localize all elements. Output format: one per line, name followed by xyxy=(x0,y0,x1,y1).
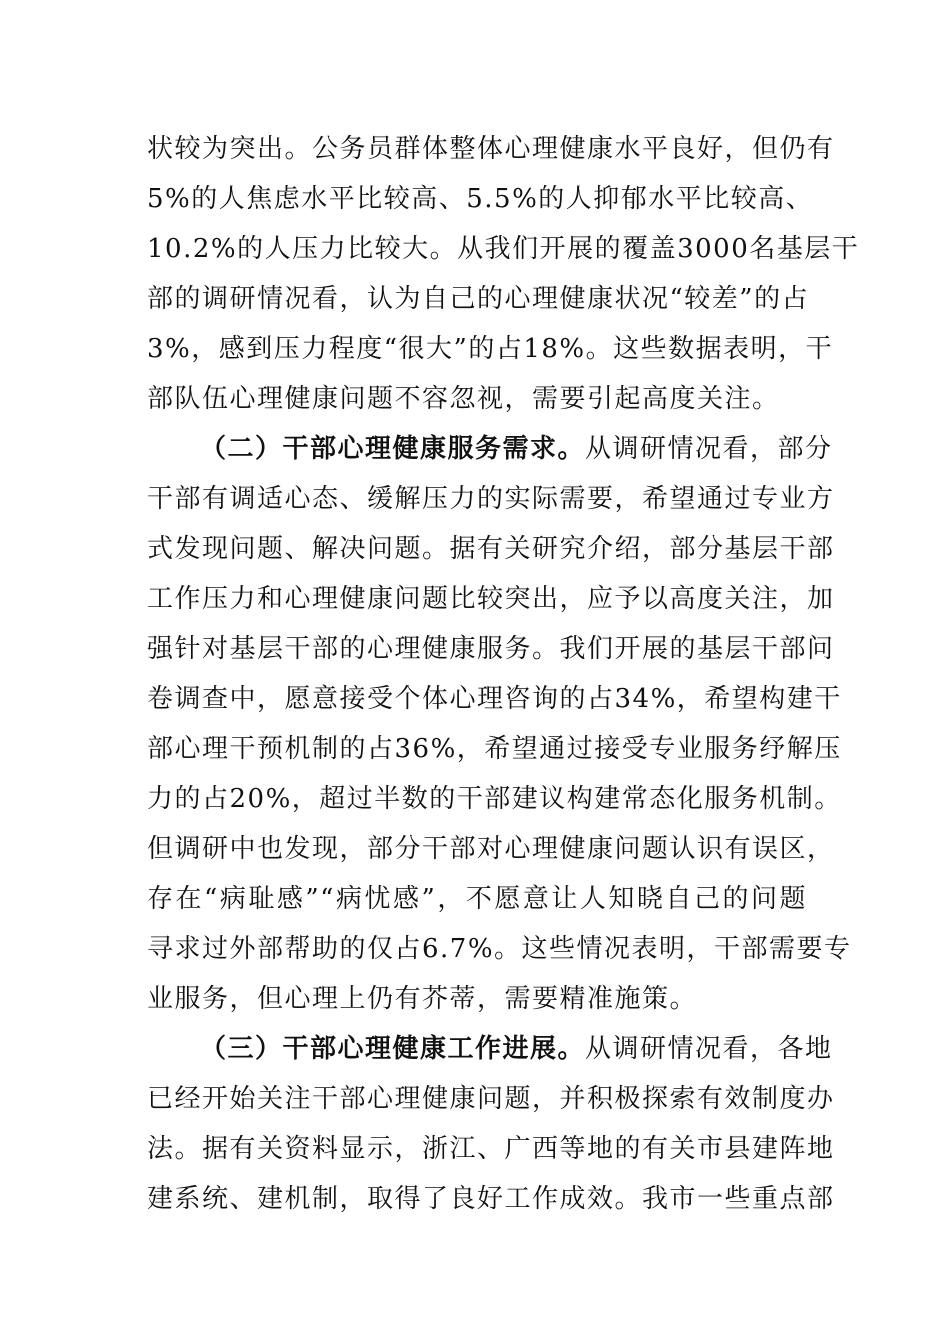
section-2-first-line xyxy=(200,434,833,464)
body-line-11: 强针对基层干部的心理健康服务。我们开展的基层干部问 xyxy=(147,634,835,664)
section-2-lead-text: 从调研情况看，部分 xyxy=(585,434,833,464)
body-line-12: 卷调查中，愿意接受个体心理咨询的占34%，希望构建干 xyxy=(147,684,842,714)
body-line-6: 部队伍心理健康问题不容忽视，需要引起高度关注。 xyxy=(147,384,780,414)
body-line-18: 业服务，但心理上仍有芥蒂，需要精准施策。 xyxy=(147,984,698,1014)
body-line-8: 干部有调适心态、缓解压力的实际需要，希望通过专业方 xyxy=(147,484,835,514)
body-line-13: 部心理干预机制的占36%，希望通过接受专业服务纾解压 xyxy=(147,734,842,764)
body-line-15: 但调研中也发现，部分干部对心理健康问题认识有误区， xyxy=(147,834,835,864)
body-line-5: 3%，感到压力程度“很大”的占18%。这些数据表明，干 xyxy=(147,334,834,364)
body-line-17: 寻求过外部帮助的仅占6.7%。这些情况表明，干部需要专 xyxy=(147,934,852,964)
body-line-2: 5%的人焦虑水平比较高、5.5%的人抑郁水平比较高、 xyxy=(147,184,814,214)
body-line-4: 部的调研情况看，认为自己的心理健康状况“较差”的占 xyxy=(147,284,810,314)
body-line-21: 法。据有关资料显示，浙江、广西等地的有关市县建阵地 xyxy=(147,1134,835,1164)
section-2-heading: （二）干部心理健康服务需求。 xyxy=(200,434,586,464)
body-line-10: 工作压力和心理健康问题比较突出，应予以高度关注，加 xyxy=(147,584,835,614)
body-line-16: 存在“病耻感”“病忧感”，不愿意让人知晓自己的问题 xyxy=(147,884,807,914)
body-line-20: 已经开始关注干部心理健康问题，并积极探索有效制度办 xyxy=(147,1084,835,1114)
body-line-1: 状较为突出。公务员群体整体心理健康水平良好，但仍有 xyxy=(147,134,835,164)
section-3-first-line xyxy=(200,1034,833,1064)
body-line-9: 式发现问题、解决问题。据有关研究介绍，部分基层干部 xyxy=(147,534,835,564)
body-line-3: 10.2%的人压力比较大。从我们开展的覆盖3000名基层干 xyxy=(147,234,860,264)
section-3-heading: （三）干部心理健康工作进展。 xyxy=(200,1034,586,1064)
body-line-14: 力的占20%，超过半数的干部建议构建常态化服务机制。 xyxy=(147,784,842,814)
section-3-lead-text: 从调研情况看，各地 xyxy=(585,1034,833,1064)
body-line-22: 建系统、建机制，取得了良好工作成效。我市一些重点部 xyxy=(147,1184,835,1214)
